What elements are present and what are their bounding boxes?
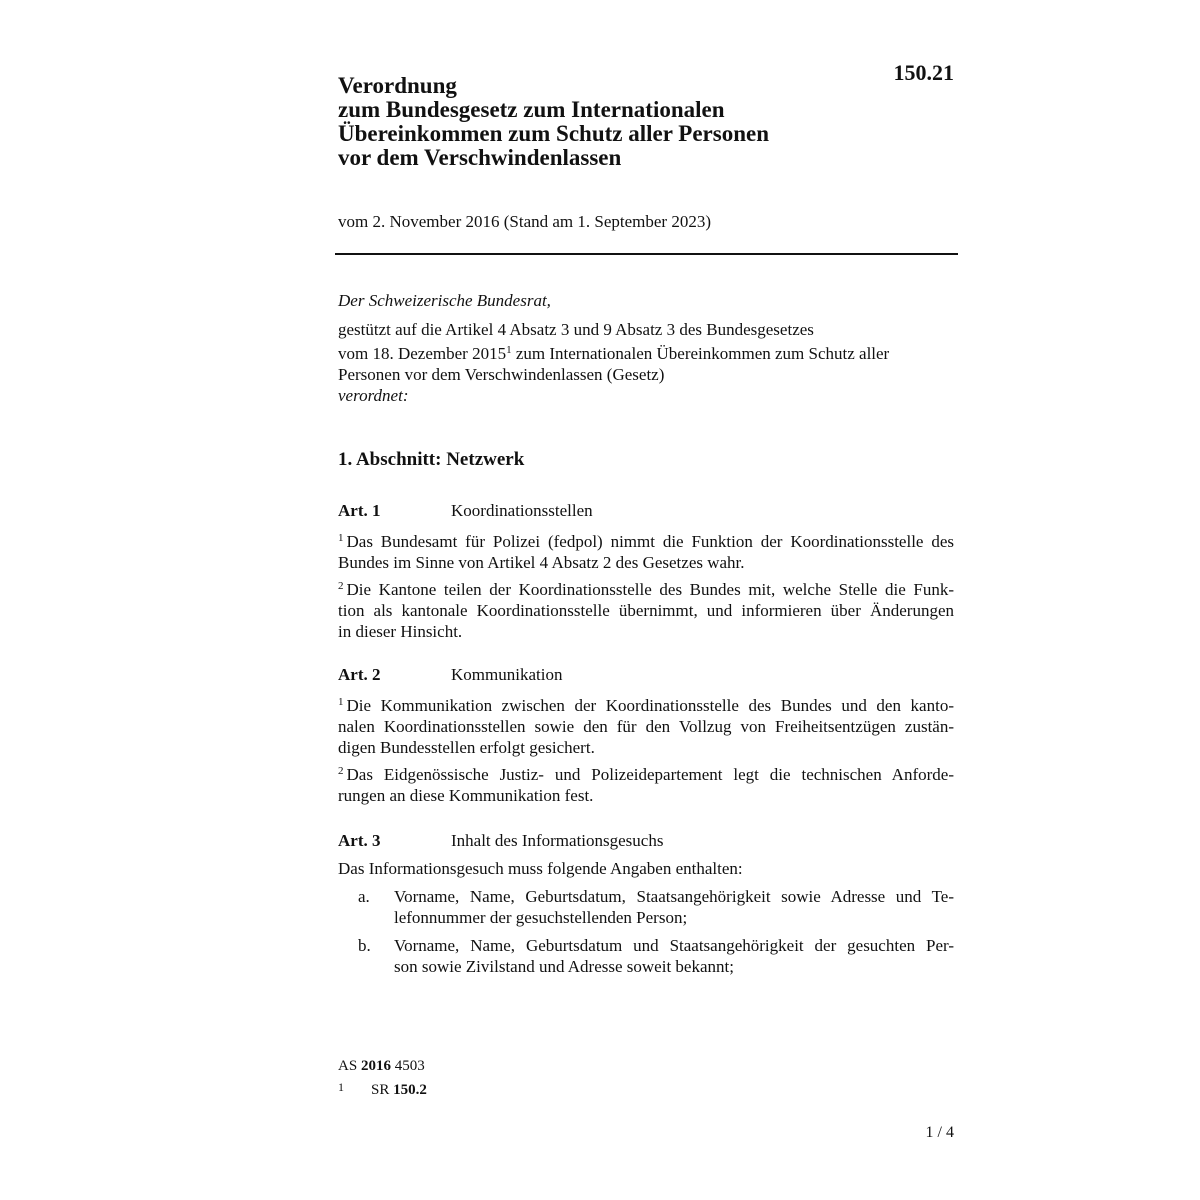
list-item-text <box>394 935 954 977</box>
preamble-basis-line <box>338 340 958 364</box>
preamble-decree: verordnet: <box>338 386 409 405</box>
footnote <box>338 1080 427 1099</box>
list-item-letter: a. <box>358 887 370 906</box>
preamble-basis-line: Personen vor dem Verschwindenlassen (Gesetz) <box>338 365 665 384</box>
list-item-text <box>394 886 954 928</box>
paragraph-line: nalen Koordinationsstellen sowie den für den Vollzug von Freiheitsentzügen zustän- <box>338 717 954 736</box>
header-divider <box>335 253 958 255</box>
paragraph-line <box>338 761 954 785</box>
page-number: 1 / 4 <box>925 1124 954 1141</box>
paragraph-number: 2 <box>338 765 344 777</box>
paragraph-number: 2 <box>338 580 344 592</box>
footnote-mark: 1 <box>338 1080 344 1094</box>
paragraph-text: Die Kantone teilen der Koordinationsstelle des Bundes mit, welche Stelle die Funk- <box>346 580 954 599</box>
paragraph-text: Das Bundesamt für Polizei (fedpol) nimmt die Funktion der Koordinationsstelle des <box>346 532 954 551</box>
paragraph-line <box>338 528 954 552</box>
preamble-basis-line: gestützt auf die Artikel 4 Absatz 3 und 9 Absatz 3 des Bundesgesetzes <box>338 320 814 339</box>
article-heading <box>338 500 593 521</box>
article-title: Kommunikation <box>451 665 563 684</box>
official-compilation-ref <box>338 1058 425 1075</box>
paragraph-number: 1 <box>338 532 344 544</box>
title-line: Übereinkommen zum Schutz aller Personen <box>338 121 770 146</box>
article-paragraph <box>338 761 954 806</box>
preamble-basis-text: vom 18. Dezember 2015 <box>338 344 507 363</box>
list-item-letter: b. <box>358 936 371 955</box>
footnote-sr-ref[interactable]: 150.2 <box>393 1082 427 1098</box>
paragraph-text: Die Kommunikation zwischen der Koordinationsstelle des Bundes und den kanto- <box>346 696 954 715</box>
article-paragraph <box>338 692 954 758</box>
document-date: vom 2. November 2016 (Stand am 1. September 2023) <box>338 212 711 231</box>
article-number: Art. 3 <box>338 831 381 850</box>
article-heading <box>338 664 562 685</box>
document-title <box>338 74 898 170</box>
paragraph-line <box>338 692 954 716</box>
article-title: Inhalt des Informationsgesuchs <box>451 831 664 850</box>
paragraph-line: in dieser Hinsicht. <box>338 622 463 641</box>
article-intro: Das Informationsgesuch muss folgende Angaben enthalten: <box>338 859 743 878</box>
paragraph-line <box>338 576 954 600</box>
paragraph-line: rungen an diese Kommunikation fest. <box>338 786 594 805</box>
paragraph-text: Das Eidgenössische Justiz- und Polizeidepartement legt die technischen Anforde- <box>346 765 954 784</box>
section-heading: 1. Abschnitt: Netzwerk <box>338 449 525 470</box>
paragraph-number: 1 <box>338 696 344 708</box>
article-title: Koordinationsstellen <box>451 501 593 520</box>
article-number: Art. 2 <box>338 665 381 684</box>
preamble-basis <box>338 319 958 385</box>
paragraph-line: tion als kantonale Koordinationsstelle übernimmt, und informieren über Änderungen <box>338 601 954 620</box>
footnote-reference[interactable]: 1 <box>506 344 512 356</box>
footnote-prefix: SR <box>371 1082 394 1098</box>
paragraph-line: digen Bundesstellen erfolgt gesichert. <box>338 738 595 757</box>
article-heading <box>338 830 663 851</box>
sr-number: 150.21 <box>893 60 954 85</box>
paragraph-line: Bundes im Sinne von Artikel 4 Absatz 2 des Gesetzes wahr. <box>338 553 745 572</box>
preamble-basis-text: zum Internationalen Übereinkommen zum Schutz aller <box>511 344 890 363</box>
preamble-issuer: Der Schweizerische Bundesrat, <box>338 291 551 310</box>
article-number: Art. 1 <box>338 501 381 520</box>
list-item-line: Vorname, Name, Geburtsdatum, Staatsangehörigkeit sowie Adresse und Te- <box>394 887 954 906</box>
list-item-line: Vorname, Name, Geburtsdatum und Staatsangehörigkeit der gesuchten Per- <box>394 936 954 955</box>
title-line: vor dem Verschwindenlassen <box>338 145 622 170</box>
title-line: Verordnung <box>338 73 457 98</box>
as-year: 2016 <box>360 1058 391 1074</box>
list-item-line: lefonnummer der gesuchstellenden Person; <box>394 908 688 927</box>
title-line: zum Bundesgesetz zum Internationalen <box>338 97 725 122</box>
as-page: 4503 <box>390 1058 425 1074</box>
as-prefix: AS <box>338 1058 361 1074</box>
article-paragraph <box>338 528 954 573</box>
article-paragraph <box>338 576 954 642</box>
list-item-line: son sowie Zivilstand und Adresse soweit bekannt; <box>394 957 734 976</box>
